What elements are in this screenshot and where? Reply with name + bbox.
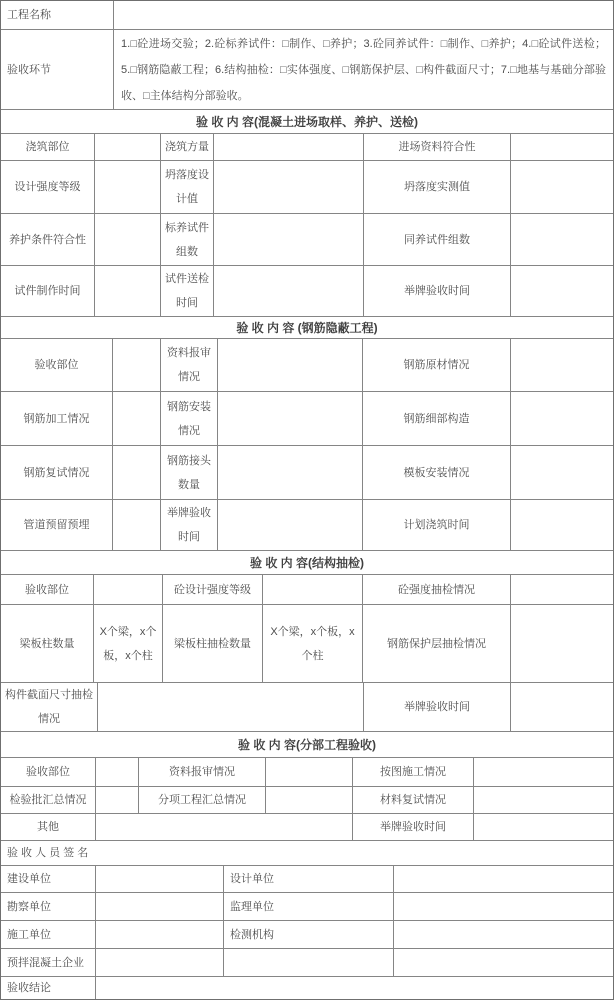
cell-text: 举牌验收时间 <box>380 821 446 833</box>
field-label <box>1 134 95 161</box>
cell-text: 检测机构 <box>230 928 274 941</box>
subdivision-section-row <box>1 787 613 814</box>
rebar-section-row <box>1 392 613 446</box>
cell-text: 资料报审情况 <box>169 766 235 778</box>
section-header-title <box>1 732 613 758</box>
field-label <box>161 339 218 392</box>
blank-input-cell[interactable] <box>95 214 161 266</box>
blank-input-cell[interactable] <box>96 893 224 921</box>
blank-input-cell[interactable] <box>394 866 613 893</box>
cell-text: 工程名称 <box>7 9 51 21</box>
field-label <box>1 266 95 317</box>
cell-text: 验收环节 <box>7 63 51 76</box>
cell-text: 砼设计强度等级 <box>174 583 251 596</box>
cell-text: 预拌混凝土企业 <box>7 956 84 969</box>
field-label <box>139 787 266 814</box>
concrete-section-row <box>1 266 613 317</box>
field-label <box>161 161 214 214</box>
concrete-section-row <box>1 134 613 161</box>
cell-text: 钢筋接头数量 <box>167 454 211 491</box>
blank-input-cell[interactable] <box>218 339 363 392</box>
blank-input-cell[interactable] <box>266 758 353 787</box>
field-label <box>364 266 511 317</box>
blank-input-cell[interactable] <box>511 134 613 161</box>
project-name-label <box>1 1 114 30</box>
field-label <box>363 392 511 446</box>
cell-text: 验 收 内 容 (钢筋隐蔽工程) <box>236 320 378 335</box>
blank-input-cell[interactable] <box>511 575 613 605</box>
testing-agency-label <box>224 921 394 949</box>
field-label <box>94 605 163 683</box>
blank-input-cell[interactable] <box>96 758 139 787</box>
field-label <box>1 787 96 814</box>
cell-text: 浇筑方量 <box>165 141 209 153</box>
cell-text: 设计强度等级 <box>14 181 81 193</box>
blank-input-cell[interactable] <box>511 446 613 500</box>
cell-text: 施工单位 <box>7 928 51 941</box>
field-label <box>263 605 363 683</box>
cell-text: 钢筋原材情况 <box>403 359 470 371</box>
blank-input-cell[interactable] <box>113 392 161 446</box>
blank-input-cell[interactable] <box>218 446 363 500</box>
cell-text: 举牌验收时间 <box>404 285 470 297</box>
section-header-structural-spot-check <box>1 551 613 575</box>
cell-text: 验收部位 <box>25 583 69 596</box>
cell-text: 验 收 内 容(结构抽检) <box>250 555 364 570</box>
field-label <box>353 814 474 841</box>
acceptance-stages-value <box>114 30 613 110</box>
cell-text: 验 收 内 容(分部工程验收) <box>238 737 376 752</box>
blank-input-cell[interactable] <box>113 339 161 392</box>
field-label <box>163 605 263 683</box>
blank-input-cell[interactable] <box>511 339 613 392</box>
field-label <box>363 575 511 605</box>
blank-input-cell[interactable] <box>96 866 224 893</box>
blank-input-cell[interactable] <box>474 814 613 841</box>
cell-text: 钢筋加工情况 <box>23 412 90 425</box>
blank-input-cell[interactable] <box>263 575 363 605</box>
rebar-section-row <box>1 339 613 392</box>
blank-input-cell[interactable] <box>95 161 161 214</box>
field-label <box>1 161 95 214</box>
subdivision-section-row <box>1 758 613 787</box>
structural-section-row <box>1 683 613 732</box>
signatures-header-label <box>1 841 613 866</box>
blank-input-cell[interactable] <box>96 814 353 841</box>
blank-input-cell[interactable] <box>511 392 613 446</box>
blank-input-cell[interactable] <box>95 266 161 317</box>
field-label <box>1 214 95 266</box>
field-label <box>364 161 511 214</box>
section-header-concrete-sampling <box>1 110 613 134</box>
field-label <box>364 683 511 732</box>
cell-text: 管道预留预埋 <box>23 519 90 531</box>
cell-text: 验收结论 <box>7 982 51 994</box>
field-label <box>161 214 214 266</box>
cell-text: 坍落度设计值 <box>165 169 209 205</box>
field-label <box>161 500 218 551</box>
field-label <box>1 575 94 605</box>
cell-text: 分项工程汇总情况 <box>158 794 246 806</box>
blank-input-cell[interactable] <box>96 949 224 977</box>
blank-input-cell[interactable] <box>214 266 364 317</box>
field-label <box>161 134 214 161</box>
field-label <box>364 214 511 266</box>
blank-input-cell[interactable] <box>511 500 613 551</box>
cell-text: 材料复试情况 <box>380 794 446 806</box>
signature-row <box>1 866 613 893</box>
cell-text: 进场资料符合性 <box>398 141 476 153</box>
cell-text: 钢筋细部构造 <box>403 412 470 425</box>
cell-text: X个梁，x个板，x个柱 <box>99 625 157 662</box>
field-label <box>363 339 511 392</box>
cell-text: 验 收 人 员 签 名 <box>7 847 89 859</box>
field-label <box>363 500 511 551</box>
blank-input-cell[interactable] <box>214 161 364 214</box>
rebar-section-row <box>1 446 613 500</box>
acceptance-conclusion-label <box>1 977 96 999</box>
section-header-title <box>1 551 613 575</box>
field-label <box>353 758 474 787</box>
cell-text: 按图施工情况 <box>380 766 446 778</box>
cell-text: 设计单位 <box>230 873 274 885</box>
acceptance-conclusion-row <box>1 977 613 999</box>
blank-input-cell[interactable] <box>511 214 613 266</box>
signatures-header-row <box>1 841 613 866</box>
concrete-section-row <box>1 214 613 266</box>
signature-row <box>1 949 613 977</box>
cell-text: 模板安装情况 <box>403 466 470 479</box>
section-header-subdivision-acceptance <box>1 732 613 758</box>
structural-section-row <box>1 575 613 605</box>
field-label <box>161 266 214 317</box>
signature-row <box>1 921 613 949</box>
blank-input-cell[interactable] <box>474 787 613 814</box>
cell-text: 试件送检时间 <box>165 273 209 309</box>
field-label <box>363 605 511 683</box>
cell-text: 养护条件符合性 <box>9 233 86 246</box>
blank-input-cell[interactable] <box>266 787 353 814</box>
field-label <box>1 500 113 551</box>
field-label <box>161 392 218 446</box>
project-name-value[interactable] <box>114 1 613 30</box>
cell-text: 验 收 内 容(混凝土进场取样、养护、送检) <box>196 114 418 129</box>
cell-text: 举牌验收时间 <box>167 507 211 543</box>
blank-input-cell[interactable] <box>511 683 613 732</box>
cell-text: 钢筋复试情况 <box>23 466 90 479</box>
cell-text: 试件制作时间 <box>14 285 81 297</box>
section-header-rebar-concealed <box>1 317 613 339</box>
cell-text: 1.□砼进场交验；2.砼标养试件：□制作、□养护；3.砼同养试件：□制作、□养护；4.□砼试件送检；5.□钢筋隐蔽工程；6.结构抽检：□实体强度、□钢筋保护层、□构件截面尺寸；7.□地基与基础分部验收、□主体结构分部验收。 <box>121 37 606 102</box>
blank-input-cell[interactable] <box>511 266 613 317</box>
acceptance-stages-label <box>1 30 114 110</box>
cell-text: 其他 <box>37 821 59 833</box>
cell-text: 勘察单位 <box>7 900 51 913</box>
field-label <box>1 605 94 683</box>
blank-input-cell[interactable] <box>113 500 161 551</box>
blank-input-cell[interactable] <box>95 134 161 161</box>
cell-text: 验收部位 <box>26 766 70 778</box>
cell-text: 验收部位 <box>34 359 79 371</box>
cell-text: 建设单位 <box>7 873 51 885</box>
blank-input-cell[interactable] <box>394 893 613 921</box>
blank-input-cell[interactable] <box>96 921 224 949</box>
blank-input-cell[interactable] <box>394 921 613 949</box>
blank-input-cell[interactable] <box>98 683 364 732</box>
cell-text: 计划浇筑时间 <box>403 519 470 531</box>
blank-input-cell[interactable] <box>94 575 163 605</box>
blank-input-cell[interactable] <box>474 758 613 787</box>
cell-text: 构件截面尺寸抽检情况 <box>5 689 93 725</box>
cell-text: 钢筋保护层抽检情况 <box>387 637 486 650</box>
field-label <box>1 814 96 841</box>
acceptance-stages-row <box>1 30 613 110</box>
cell-text: 坍落度实测值 <box>404 181 470 193</box>
section-header-title <box>1 317 613 339</box>
construction-owner-unit-label <box>1 866 96 893</box>
section-header-title <box>1 110 613 134</box>
cell-text: 浇筑部位 <box>25 141 70 153</box>
field-label <box>1 339 113 392</box>
field-label <box>161 446 218 500</box>
structural-section-row <box>1 605 613 683</box>
project-name-row <box>1 1 613 30</box>
field-label <box>364 134 511 161</box>
blank-input-cell[interactable] <box>214 134 364 161</box>
ready-mix-concrete-company-label <box>1 949 96 977</box>
cell-text: 砼强度抽检情况 <box>398 583 475 596</box>
construction-unit-label <box>1 921 96 949</box>
field-label <box>1 392 113 446</box>
rebar-section-row <box>1 500 613 551</box>
cell-text: 监理单位 <box>230 900 274 913</box>
design-unit-label <box>224 866 394 893</box>
field-label <box>1 758 96 787</box>
cell-text: 梁板柱数量 <box>19 637 75 650</box>
cell-text: 钢筋安装情况 <box>167 400 211 437</box>
survey-unit-label <box>1 893 96 921</box>
cell-text: X个梁，x个板，x个柱 <box>270 625 355 662</box>
blank-input-cell[interactable] <box>511 605 613 683</box>
blank-input-cell[interactable] <box>218 500 363 551</box>
cell-text: 检验批汇总情况 <box>9 794 87 806</box>
cell-text: 梁板柱抽检数量 <box>174 637 251 650</box>
field-label <box>139 758 266 787</box>
blank-input-cell[interactable] <box>224 949 394 977</box>
blank-input-cell[interactable] <box>113 446 161 500</box>
cell-text: 举牌验收时间 <box>404 701 470 713</box>
acceptance-conclusion-value[interactable] <box>96 977 613 999</box>
blank-input-cell[interactable] <box>218 392 363 446</box>
field-label <box>163 575 263 605</box>
blank-input-cell[interactable] <box>214 214 364 266</box>
field-label <box>1 683 98 732</box>
supervision-unit-label <box>224 893 394 921</box>
subdivision-section-row <box>1 814 613 841</box>
field-label <box>363 446 511 500</box>
cell-text: 资料报审情况 <box>167 347 211 383</box>
concrete-section-row <box>1 161 613 214</box>
field-label <box>353 787 474 814</box>
blank-input-cell[interactable] <box>96 787 139 814</box>
blank-input-cell[interactable] <box>394 949 613 977</box>
cell-text: 同养试件组数 <box>404 233 470 246</box>
field-label <box>1 446 113 500</box>
cell-text: 标养试件组数 <box>165 221 209 258</box>
blank-input-cell[interactable] <box>511 161 613 214</box>
signature-row <box>1 893 613 921</box>
